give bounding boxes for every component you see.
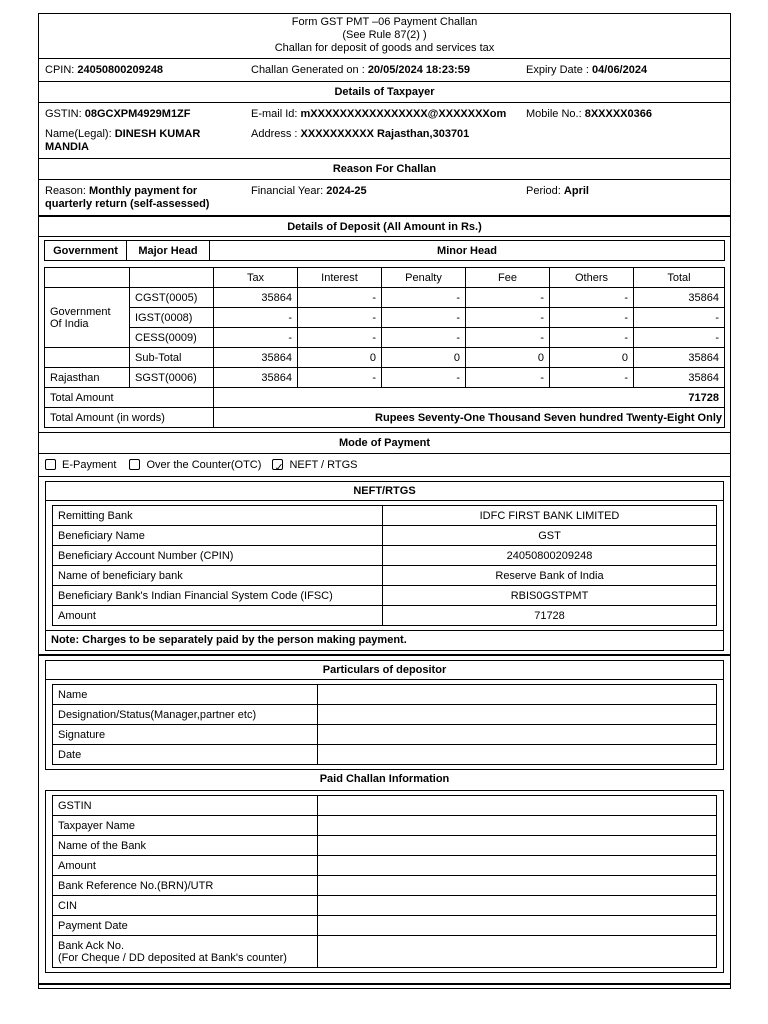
cell: - <box>634 308 725 328</box>
paid-label: CIN <box>53 896 318 916</box>
head-major: Major Head <box>127 241 210 261</box>
depositor-field[interactable] <box>318 745 717 765</box>
neft-label: Beneficiary Bank's Indian Financial System Code (IFSC) <box>53 586 383 606</box>
neft-label: Beneficiary Name <box>53 526 383 546</box>
neft-label: Beneficiary Account Number (CPIN) <box>53 546 383 566</box>
legal-name-value: DINESH KUMAR MANDIA <box>45 128 201 153</box>
period-label: Period: <box>526 185 564 197</box>
cell: - <box>382 368 466 388</box>
ack-value[interactable] <box>318 936 717 968</box>
cell: - <box>298 328 382 348</box>
cell: 0 <box>382 348 466 368</box>
address-value: XXXXXXXXXX Rajasthan,303701 <box>300 128 470 140</box>
cell: 35864 <box>634 368 725 388</box>
goi-cell: Government Of India <box>45 288 130 348</box>
neft-label: Amount <box>53 606 383 626</box>
ack-label <box>53 936 318 968</box>
cell: - <box>634 328 725 348</box>
cell: - <box>550 288 634 308</box>
paid-label: Name of the Bank <box>53 836 318 856</box>
email-value: mXXXXXXXXXXXXXXXX@XXXXXXXom <box>300 108 507 120</box>
col-others: Others <box>550 268 634 288</box>
table-row <box>45 368 725 388</box>
cell: 35864 <box>214 288 298 308</box>
taxpayer-title: Details of Taxpayer <box>39 81 730 102</box>
cell: 0 <box>298 348 382 368</box>
table-row <box>53 916 717 936</box>
depositor-label: Name <box>53 685 318 705</box>
period-value: April <box>563 185 589 197</box>
table-row <box>53 526 717 546</box>
paid-field[interactable] <box>318 896 717 916</box>
neft-value: 24050800209248 <box>383 546 717 566</box>
state-cell: Rajasthan <box>45 368 130 388</box>
table-row <box>53 876 717 896</box>
depositor-label: Designation/Status(Manager,partner etc) <box>53 705 318 725</box>
paid-label: Amount <box>53 856 318 876</box>
head-government: Government <box>45 241 127 261</box>
table-row <box>53 506 717 526</box>
cell: 35864 <box>634 348 725 368</box>
total-label: Total Amount <box>45 388 214 408</box>
form-title: Form GST PMT –06 Payment Challan <box>291 16 478 28</box>
gstin-value: 08GCXPM4929M1ZF <box>84 108 191 120</box>
cell: 35864 <box>634 288 725 308</box>
head-table <box>44 240 725 261</box>
cell: 0 <box>466 348 550 368</box>
ack-line2: (For Cheque / DD deposited at Bank's counter) <box>58 951 287 964</box>
challan-form <box>38 13 731 989</box>
table-row <box>45 348 725 368</box>
col-penalty: Penalty <box>382 268 466 288</box>
neft-label: NEFT / RTGS <box>289 459 358 471</box>
neft-label: Name of beneficiary bank <box>53 566 383 586</box>
table-row <box>53 796 717 816</box>
paid-label: Bank Reference No.(BRN)/UTR <box>53 876 318 896</box>
paid-title: Paid Challan Information <box>319 773 450 785</box>
otc-label: Over the Counter(OTC) <box>146 459 262 471</box>
paid-field[interactable] <box>318 876 717 896</box>
table-row <box>53 836 717 856</box>
row-head: CGST(0005) <box>130 288 214 308</box>
table-row <box>45 308 725 328</box>
deposit-table <box>44 267 725 428</box>
generated-value: 20/05/2024 18:23:59 <box>367 64 470 76</box>
cell: - <box>550 328 634 348</box>
paid-label: Payment Date <box>53 916 318 936</box>
neft-value: IDFC FIRST BANK LIMITED <box>383 506 717 526</box>
reason-label: Reason: <box>45 185 90 197</box>
cell: - <box>550 368 634 388</box>
neft-table <box>52 505 717 626</box>
table-row <box>53 705 717 725</box>
row-head: IGST(0008) <box>130 308 214 328</box>
table-row <box>45 268 725 288</box>
words-label: Total Amount (in words) <box>45 408 214 428</box>
table-row <box>53 685 717 705</box>
depositor-field[interactable] <box>318 685 717 705</box>
table-row <box>53 566 717 586</box>
meta-row <box>39 58 730 81</box>
depositor-title: Particulars of depositor <box>46 661 723 680</box>
neft-value: Reserve Bank of India <box>383 566 717 586</box>
cell: - <box>298 288 382 308</box>
neft-value: GST <box>383 526 717 546</box>
cell: - <box>466 368 550 388</box>
neft-checkbox[interactable] <box>272 459 283 470</box>
table-row <box>45 388 725 408</box>
gstin-label: GSTIN: <box>45 108 85 120</box>
cell: - <box>466 328 550 348</box>
mode-title: Mode of Payment <box>39 432 730 453</box>
paid-field[interactable] <box>318 916 717 936</box>
form-rule: (See Rule 87(2) ) <box>342 29 427 41</box>
paid-label: Taxpayer Name <box>53 816 318 836</box>
table-row <box>53 856 717 876</box>
fy-label: Financial Year: <box>251 185 327 197</box>
deposit-title: Details of Deposit (All Amount in Rs.) <box>39 215 730 236</box>
col-total: Total <box>634 268 725 288</box>
reason-details <box>39 179 730 215</box>
depositor-table <box>52 684 717 765</box>
cell: - <box>214 308 298 328</box>
paid-table <box>52 795 717 968</box>
paid-field[interactable] <box>318 856 717 876</box>
cpin-value: 24050800209248 <box>77 64 164 76</box>
cell: 35864 <box>214 368 298 388</box>
reason-value: Monthly payment for quarterly return (self-assessed) <box>45 185 210 210</box>
neft-section <box>39 476 730 654</box>
otc-checkbox[interactable] <box>129 459 140 470</box>
table-row <box>53 606 717 626</box>
expiry-label: Expiry Date : <box>526 64 593 76</box>
table-row <box>53 546 717 566</box>
table-row <box>53 745 717 765</box>
charges-note: Note: Charges to be separately paid by the person making payment. <box>46 630 723 650</box>
depositor-section <box>39 654 730 973</box>
address-label: Address : <box>251 128 301 140</box>
col-tax: Tax <box>214 268 298 288</box>
cell: 35864 <box>214 348 298 368</box>
neft-label: Remitting Bank <box>53 506 383 526</box>
cell: - <box>382 328 466 348</box>
reason-title: Reason For Challan <box>39 158 730 179</box>
epayment-checkbox[interactable] <box>45 459 56 470</box>
table-row <box>53 936 717 968</box>
cell: - <box>466 288 550 308</box>
form-footer-rule <box>39 983 730 988</box>
depositor-field[interactable] <box>318 725 717 745</box>
epayment-label: E-Payment <box>62 459 117 471</box>
form-subtitle: Challan for deposit of goods and services tax <box>274 42 495 54</box>
form-header <box>39 14 730 58</box>
name-label: Name(Legal): <box>45 128 115 140</box>
total-value: 71728 <box>214 388 725 408</box>
paid-field[interactable] <box>318 796 717 816</box>
paid-label: GSTIN <box>53 796 318 816</box>
mode-row <box>39 453 730 476</box>
cell: - <box>214 328 298 348</box>
mobile-value: 8XXXXX0366 <box>584 108 652 120</box>
cell: - <box>298 368 382 388</box>
row-head: SGST(0006) <box>130 368 214 388</box>
cell: - <box>382 288 466 308</box>
cell: - <box>466 308 550 328</box>
generated-label: Challan Generated on : <box>251 64 368 76</box>
table-row <box>45 288 725 308</box>
cell: 0 <box>550 348 634 368</box>
ack-line1: Bank Ack No. <box>58 939 125 952</box>
row-head: CESS(0009) <box>130 328 214 348</box>
col-fee: Fee <box>466 268 550 288</box>
table-row <box>53 816 717 836</box>
paid-field[interactable] <box>318 816 717 836</box>
neft-title: NEFT/RTGS <box>46 482 723 501</box>
cpin-label: CPIN: <box>45 64 78 76</box>
cell: - <box>550 308 634 328</box>
depositor-field[interactable] <box>318 705 717 725</box>
depositor-label: Date <box>53 745 318 765</box>
expiry-value: 04/06/2024 <box>592 64 648 76</box>
col-interest: Interest <box>298 268 382 288</box>
neft-value: 71728 <box>383 606 717 626</box>
cell: - <box>382 308 466 328</box>
neft-value: RBIS0GSTPMT <box>383 586 717 606</box>
paid-field[interactable] <box>318 836 717 856</box>
depositor-label: Signature <box>53 725 318 745</box>
fy-value: 2024-25 <box>326 185 367 197</box>
table-row <box>53 725 717 745</box>
table-row <box>45 408 725 428</box>
email-label: E-mail Id: <box>251 108 301 120</box>
table-row <box>53 896 717 916</box>
table-row <box>45 328 725 348</box>
cell: - <box>298 308 382 328</box>
deposit-section <box>39 236 730 432</box>
taxpayer-details <box>39 102 730 158</box>
table-row <box>53 586 717 606</box>
head-minor: Minor Head <box>210 241 725 261</box>
mobile-label: Mobile No.: <box>526 108 585 120</box>
words-value: Rupees Seventy-One Thousand Seven hundred Twenty-Eight Only <box>214 408 725 428</box>
row-head: Sub-Total <box>130 348 214 368</box>
